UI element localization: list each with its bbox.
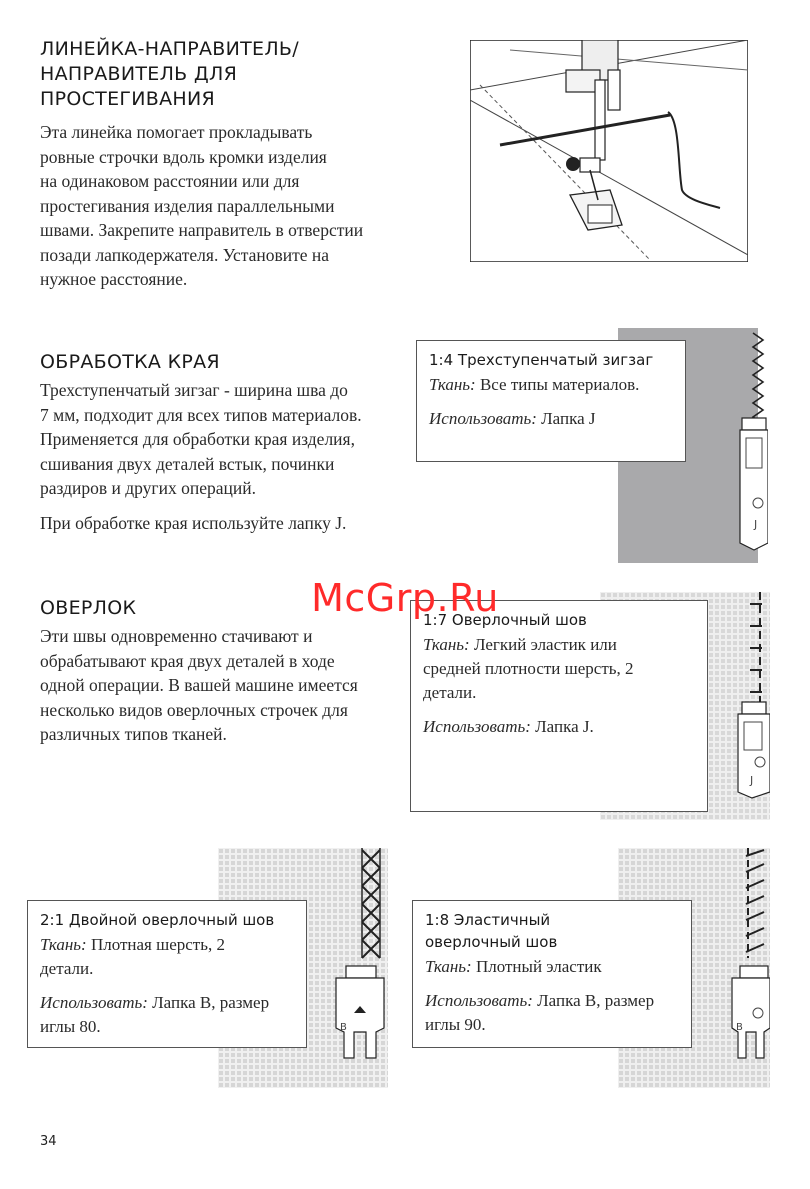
use-line xyxy=(425,989,679,1013)
guide-heading-line: ПРОСТЕГИВАНИЯ xyxy=(40,88,216,110)
presser-foot-letter: B xyxy=(736,1022,743,1033)
text-line: простегивания изделия параллельными xyxy=(40,195,335,216)
fabric-value-line: детали. xyxy=(40,959,94,978)
fabric-line xyxy=(40,933,294,957)
stitch-card-2-1 xyxy=(27,900,307,1048)
text-line: 7 мм, подходит для всех типов материалов. xyxy=(40,404,362,425)
presser-foot-j-icon xyxy=(738,702,770,798)
text-line: обрабатывают края двух деталей в ходе xyxy=(40,650,335,671)
edge-description xyxy=(40,378,362,535)
stitch-card-1-8 xyxy=(412,900,692,1048)
use-line xyxy=(429,407,673,431)
text-line: сшивания двух деталей встык, починки xyxy=(40,453,335,474)
fabric-line xyxy=(423,633,695,657)
text-line: швами. Закрепите направитель в отверстии xyxy=(40,220,364,240)
stitch-title: 1:8 Эластичный xyxy=(425,911,551,929)
fabric-line xyxy=(429,373,673,397)
overlock-heading-text: ОВЕРЛОК xyxy=(40,597,137,619)
text-line: различных типов тканей. xyxy=(40,724,227,744)
text-line: Применяется для обработки края изделия, xyxy=(40,429,355,449)
fabric-value: Все типы материалов. xyxy=(479,375,640,394)
text-line: одной операции. В вашей машине имеется xyxy=(40,675,358,695)
use-value: Лапка J. xyxy=(535,717,594,736)
watermark: McGrp.Ru xyxy=(311,576,499,620)
use-line xyxy=(423,715,695,739)
text-line: на одинаковом расстоянии или для xyxy=(40,171,300,191)
stitch-title: 1:4 Трехступенчатый зигзаг xyxy=(429,351,654,369)
fabric-value-line: детали. xyxy=(423,683,477,702)
stitch-title: 2:1 Двойной оверлочный шов xyxy=(40,911,275,929)
presser-foot-letter: B xyxy=(340,1022,347,1033)
text-line: несколько видов оверлочных строчек для xyxy=(40,699,348,720)
text-line: Эти швы одновременно стачивают и xyxy=(40,626,313,646)
use-line xyxy=(40,991,294,1015)
stitch-card-1-7 xyxy=(410,600,708,812)
guide-heading xyxy=(40,37,299,112)
text-line: ровные строчки вдоль кромки изделия xyxy=(40,146,327,167)
guide-heading-line: ЛИНЕЙКА-НАПРАВИТЕЛЬ/ xyxy=(40,38,299,60)
text-line: Эта линейка помогает прокладывать xyxy=(40,122,313,142)
use-value: Лапка В, размер xyxy=(537,991,655,1010)
text-line: раздиров и других операций. xyxy=(40,478,256,498)
fabric-value: Плотная шерсть, 2 xyxy=(90,935,225,954)
use-value-line: иглы 90. xyxy=(425,1015,486,1034)
overlock-description xyxy=(40,624,358,747)
fabric-line xyxy=(425,955,679,979)
text-line: При обработке края используйте лапку J. xyxy=(40,512,347,533)
use-label: Использовать: xyxy=(425,991,533,1010)
fabric-value: Легкий эластик или xyxy=(473,635,617,654)
stitch-card-1-4 xyxy=(416,340,686,462)
text-line: Трехступенчатый зигзаг - ширина шва до xyxy=(40,380,348,400)
edge-heading-text: ОБРАБОТКА КРАЯ xyxy=(40,351,220,373)
fabric-label: Ткань: xyxy=(423,635,470,654)
guide-description xyxy=(40,120,363,292)
fabric-label: Ткань: xyxy=(429,375,476,394)
fabric-label: Ткань: xyxy=(40,935,87,954)
use-label: Использовать: xyxy=(429,409,537,428)
sewing-machine-illustration xyxy=(470,40,748,262)
use-value: Лапка В, размер xyxy=(152,993,270,1012)
presser-foot-letter: J xyxy=(754,518,758,531)
stitch-title: оверлочный шов xyxy=(425,933,558,951)
edge-heading xyxy=(40,350,220,375)
presser-foot-letter: J xyxy=(750,774,754,787)
stitch-title: 1:7 Оверлочный шов xyxy=(423,611,587,629)
text-line: нужное расстояние. xyxy=(40,269,188,289)
use-label: Использовать: xyxy=(40,993,148,1012)
fabric-value: Плотный эластик xyxy=(475,957,602,976)
use-value-line: иглы 80. xyxy=(40,1017,101,1036)
fabric-label: Ткань: xyxy=(425,957,472,976)
use-value: Лапка J xyxy=(541,409,596,428)
guide-heading-line: НАПРАВИТЕЛЬ ДЛЯ xyxy=(40,63,238,85)
page-number: 34 xyxy=(40,1134,57,1149)
fabric-value-line: средней плотности шерсть, 2 xyxy=(423,659,634,678)
use-label: Использовать: xyxy=(423,717,531,736)
text-line: позади лапкодержателя. Установите на xyxy=(40,244,330,265)
